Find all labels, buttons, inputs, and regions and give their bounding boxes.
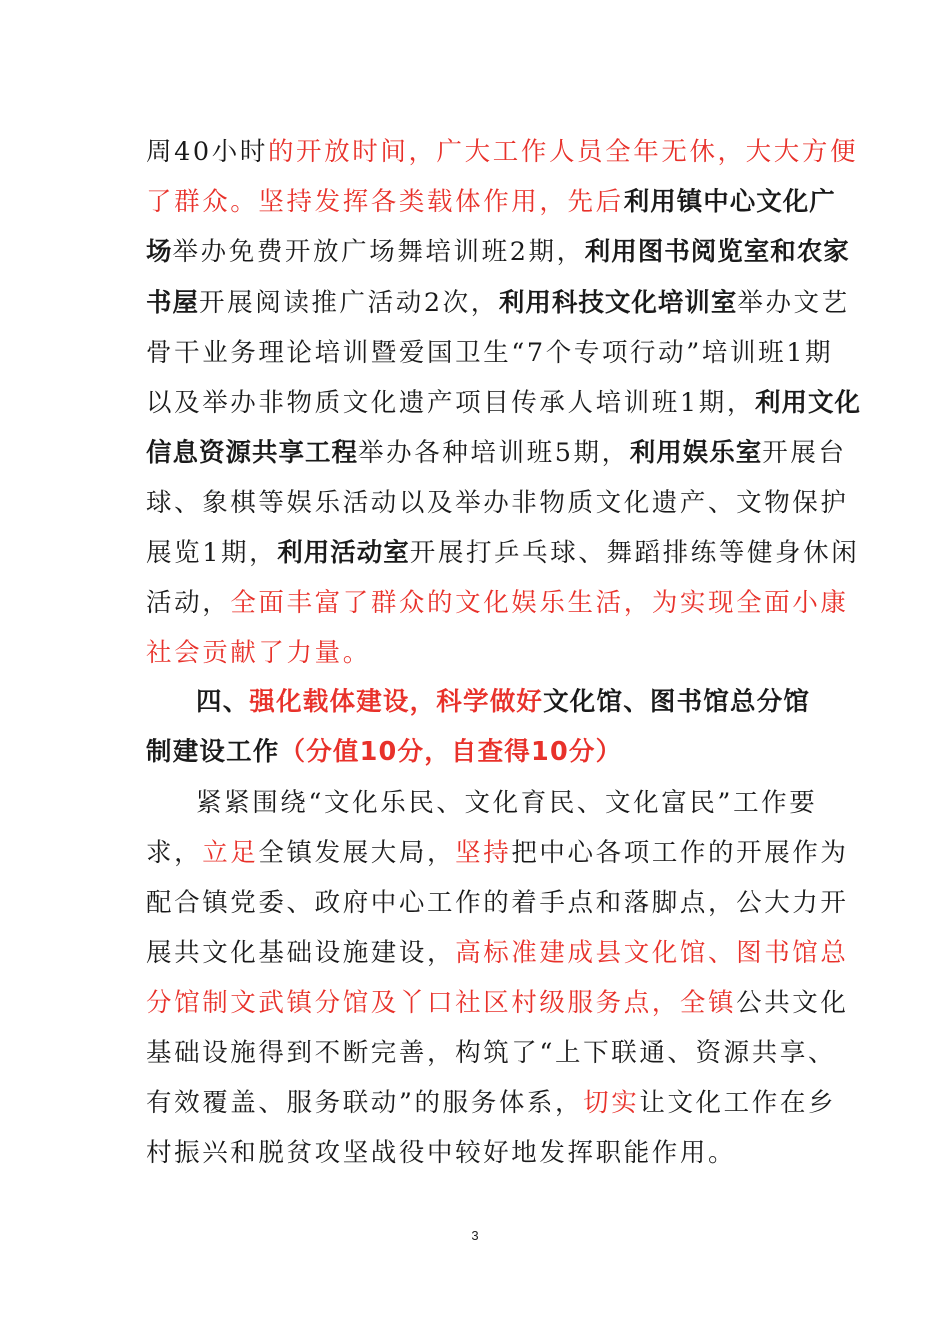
score-note: （分值10分，自查得10分） xyxy=(279,737,623,767)
highlighted-text: 立足 xyxy=(202,838,259,868)
text-line xyxy=(146,1083,836,1123)
text-run: 周40小时 xyxy=(146,137,268,167)
highlighted-text: 高标准建成县文化馆、图书馆总 xyxy=(455,938,849,968)
text-run: 开展打乒乓球、舞蹈排练等健身休闲 xyxy=(409,538,860,568)
text-line xyxy=(146,383,861,423)
highlighted-text: 分馆制文武镇分馆及丫口社区村级服务点，全镇 xyxy=(146,988,737,1018)
bold-text: 利用娱乐室 xyxy=(629,438,763,468)
bold-text: 利用镇中心文化广 xyxy=(623,187,836,217)
text-line xyxy=(146,533,859,573)
text-line xyxy=(146,983,849,1023)
bold-text: 利用文化 xyxy=(754,388,861,418)
highlighted-text: 了群众。坚持发挥各类载体作用，先后 xyxy=(146,187,624,217)
text-line xyxy=(146,182,836,222)
text-line xyxy=(146,633,371,673)
text-line xyxy=(146,833,849,873)
text-run: 骨干业务理论培训暨爱国卫生“7个专项行动”培训班1期 xyxy=(146,338,834,368)
page-number: 3 xyxy=(471,1228,479,1243)
text-line xyxy=(196,783,817,823)
text-line xyxy=(146,1033,836,1073)
highlighted-text: 强化载体建设，科学做好 xyxy=(249,687,544,717)
text-run: 求， xyxy=(146,838,203,868)
text-run: 开展台 xyxy=(762,438,847,468)
text-run: 把中心各项工作的开展作为 xyxy=(511,838,849,868)
bold-text: 场 xyxy=(146,237,173,267)
highlighted-text: 切实 xyxy=(583,1088,640,1118)
heading-line xyxy=(196,682,810,722)
text-run: 公共文化 xyxy=(736,988,849,1018)
text-run: 举办文艺 xyxy=(737,288,850,318)
text-line xyxy=(146,333,833,373)
bold-text: 书屋 xyxy=(146,288,200,318)
text-run: 让文化工作在乡 xyxy=(639,1088,837,1118)
text-run: 展览1期， xyxy=(146,538,278,568)
heading-number: 四、 xyxy=(196,687,250,717)
text-line xyxy=(146,933,849,973)
text-run: 以及举办非物质文化遗产项目传承人培训班1期， xyxy=(146,388,755,418)
text-run: 展共文化基础设施建设， xyxy=(146,938,456,968)
bold-text: 信息资源共享工程 xyxy=(146,438,359,468)
highlighted-text: 社会贡献了力量。 xyxy=(146,638,371,668)
highlighted-text: 全面丰富了群众的文化娱乐生活，为实现全面小康 xyxy=(230,588,849,618)
text-line xyxy=(146,583,849,623)
text-run: 活动， xyxy=(146,588,231,618)
text-run: 紧紧围绕“文化乐民、文化育民、文化富民”工作要 xyxy=(196,788,818,818)
text-run: 举办各种培训班5期， xyxy=(358,438,630,468)
text-line xyxy=(146,132,858,172)
text-line xyxy=(146,883,849,923)
text-run: 文化馆、图书馆总分馆 xyxy=(543,687,811,717)
text-line xyxy=(146,283,850,323)
text-line xyxy=(146,433,847,473)
text-run: 村振兴和脱贫攻坚战役中较好地发挥职能作用。 xyxy=(146,1138,737,1168)
text-run: 全镇发展大局， xyxy=(258,838,456,868)
text-line xyxy=(146,483,849,523)
text-line xyxy=(146,1133,736,1173)
highlighted-text: 的开放时间，广大工作人员全年无休，大大方便 xyxy=(267,137,859,167)
bold-text: 利用图书阅览室和农家 xyxy=(584,237,850,267)
highlighted-text: 坚持 xyxy=(455,838,512,868)
text-run: 制建设工作 xyxy=(146,737,280,767)
bold-text: 利用活动室 xyxy=(277,538,410,568)
text-run: 有效覆盖、服务联动”的服务体系， xyxy=(146,1088,584,1118)
text-run: 开展阅读推广活动2次， xyxy=(199,288,499,318)
bold-text: 利用科技文化培训室 xyxy=(498,288,738,318)
text-run: 球、象棋等娱乐活动以及举办非物质文化遗产、文物保护 xyxy=(146,488,849,518)
text-line xyxy=(146,232,850,272)
text-run: 举办免费开放广场舞培训班2期， xyxy=(172,237,585,267)
text-run: 基础设施得到不断完善，构筑了“上下联通、资源共享、 xyxy=(146,1038,837,1068)
text-run: 配合镇党委、政府中心工作的着手点和落脚点，公大力开 xyxy=(146,888,849,918)
heading-line xyxy=(146,732,622,772)
